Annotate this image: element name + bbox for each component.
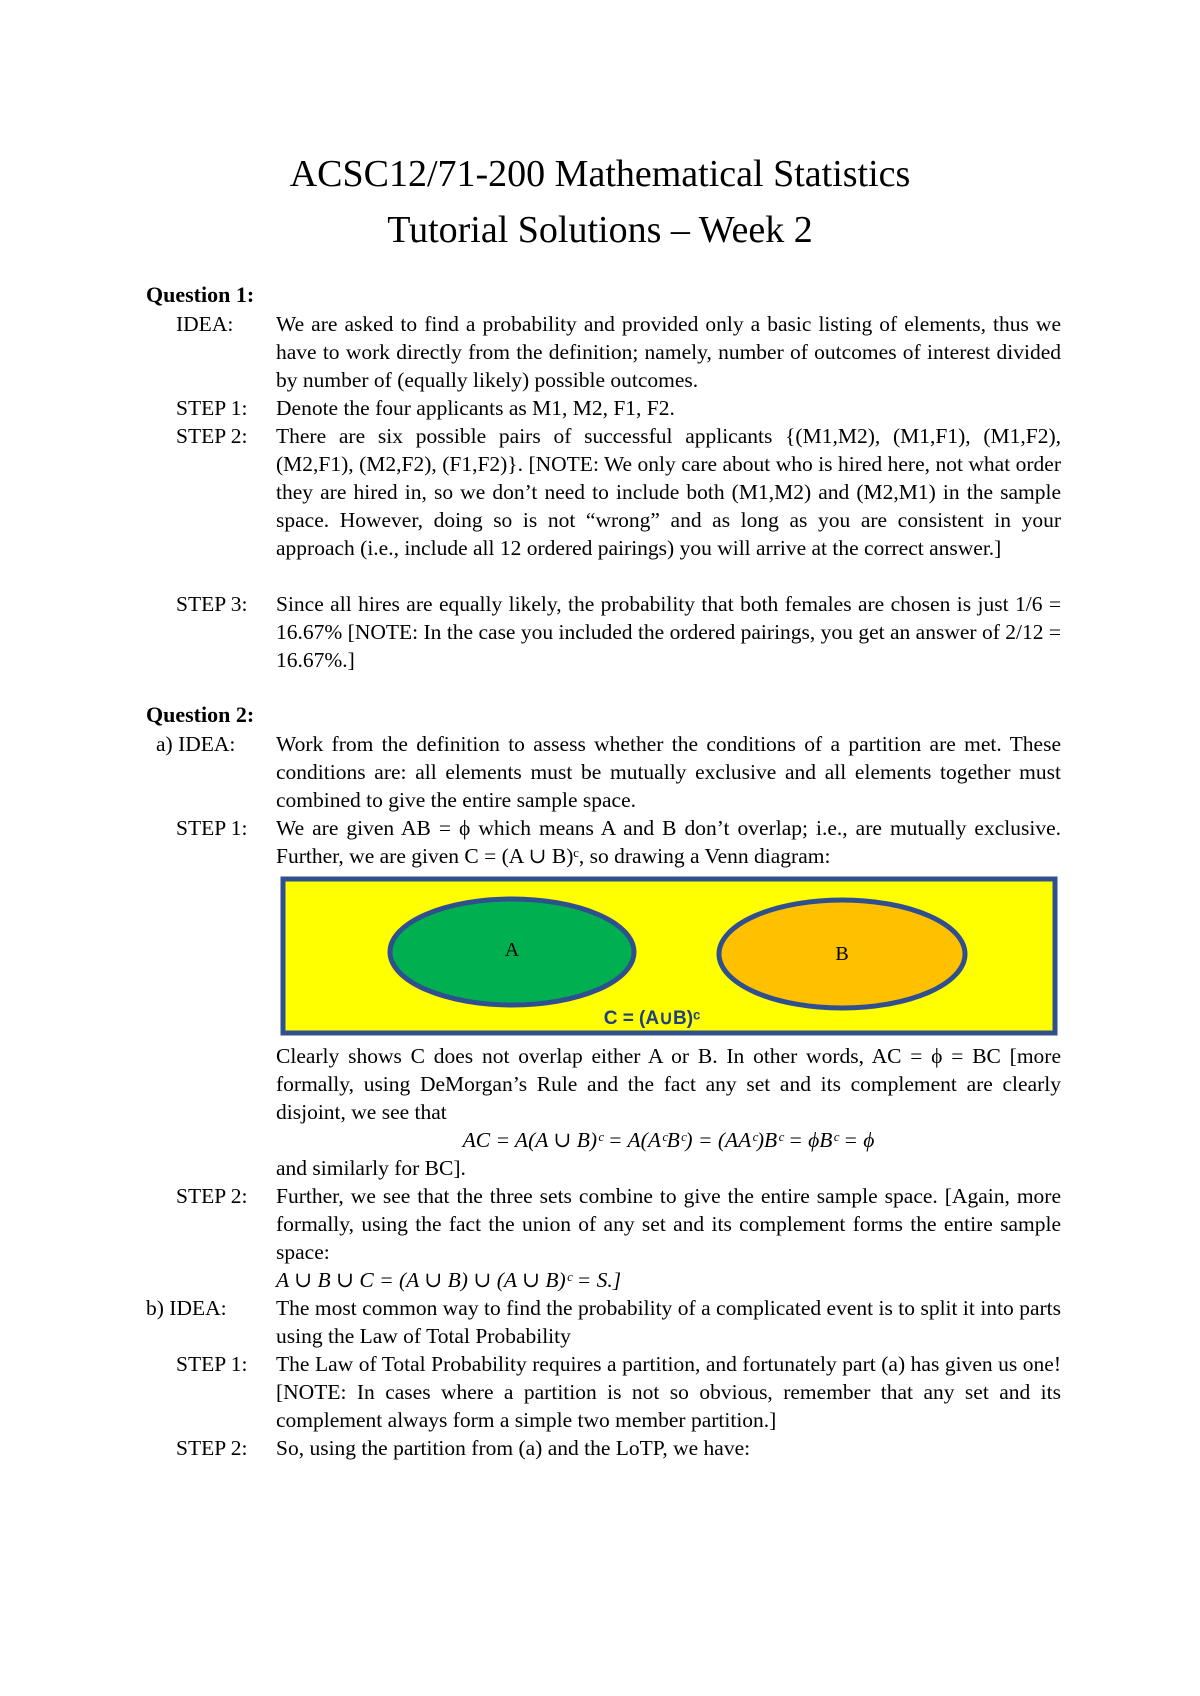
q2a-idea-text: Work from the definition to assess whether the conditions of a partition are met. These conditions are: all elements must be mutually exclusive and all elements together must combined to give the entire sample space. [276, 732, 1061, 812]
q1-step2-text: There are six possible pairs of successful applicants {(M1,M2), (M1,F1), (M1,F2), (M2,F1), (M2,F2), (F1,F2)}. [NOTE: We only care about who is hired here, not what order they are hired in, so we don’t need to include both (M1,M2) and (M2,M1) in the sample space. However, doing so is not “wrong” and as long as you are consistent in your approach (i.e., include all 12 ordered pairings) you will arrive at the correct answer.] [276, 424, 1061, 560]
document-subtitle: Tutorial Solutions – Week 2 [387, 209, 813, 251]
question-1-heading: Question 1: [146, 282, 255, 307]
q1-idea-text: We are asked to find a probability and provided only a basic listing of elements, thus we have to work directly from the definition; namely, number of outcomes of interest divided by number of (equally likely) possible outcomes. [276, 312, 1061, 392]
q2b-idea-text: The most common way to find the probability of a complicated event is to split it into parts using the Law of Total Probability [276, 1296, 1061, 1348]
q2a-step2-text: Further, we see that the three sets combine to give the entire sample space. [Again, more formally, using the fact the union of any set and its complement forms the entire sample space: [276, 1184, 1061, 1264]
q2a-step2-label: STEP 2: [176, 1184, 248, 1208]
document-title: ACSC12/71-200 Mathematical Statistics [289, 153, 911, 195]
q2a-similarly: and similarly for BC]. [276, 1156, 466, 1180]
q2b-step2-label: STEP 2: [176, 1436, 248, 1460]
set-b-label: B [835, 943, 849, 965]
q2a-step1-label: STEP 1: [176, 816, 248, 840]
q2a-idea-label: a) IDEA: [156, 732, 236, 756]
q1-step2-label: STEP 2: [176, 424, 248, 448]
q2a-after-venn-text: Clearly shows C does not overlap either A or B. In other words, AC = ϕ = BC [more formally, using DeMorgan’s Rule and the fact any set and its complement are clearly disjoint, we see that [276, 1044, 1061, 1124]
q2b-idea-label: b) IDEA: [146, 1296, 227, 1320]
q2b-step1-text: The Law of Total Probability requires a partition, and fortunately part (a) has given us one! [NOTE: In cases where a partition is not so obvious, remember that any set and its complement always form a simple two member partition.] [276, 1352, 1061, 1432]
q1-step1-text: Denote the four applicants as M1, M2, F1, F2. [276, 396, 675, 420]
q1-step3-label: STEP 3: [176, 592, 248, 616]
q1-step1-label: STEP 1: [176, 396, 248, 420]
set-c-label: C = (A∪B)ᶜ [603, 1008, 701, 1029]
q2a-step1-text: We are given AB = ϕ which means A and B don’t overlap; i.e., are mutually exclusive. Further, we are given C = (A ∪ B)ᶜ, so drawing a Venn diagram: [276, 816, 1061, 868]
q2b-step2-text: So, using the partition from (a) and the LoTP, we have: [276, 1436, 751, 1460]
q2a-step2-equation: A ∪ B ∪ C = (A ∪ B) ∪ (A ∪ B)ᶜ = S.] [276, 1268, 622, 1292]
set-a-label: A [504, 939, 520, 961]
question-2-heading: Question 2: [146, 702, 255, 727]
q1-idea-label: IDEA: [176, 312, 234, 336]
q2a-equation: AC = A(A ∪ B)ᶜ = A(AᶜBᶜ) = (AAᶜ)Bᶜ = ϕBᶜ = ϕ [462, 1128, 875, 1152]
q2b-step1-label: STEP 1: [176, 1352, 248, 1376]
q1-step3-text: Since all hires are equally likely, the probability that both females are chosen is just 1/6 = 16.67% [NOTE: In the case you included the ordered pairings, you get an answer of 2/12 = 16.67%.] [276, 592, 1061, 672]
venn-diagram [280, 876, 1058, 1036]
